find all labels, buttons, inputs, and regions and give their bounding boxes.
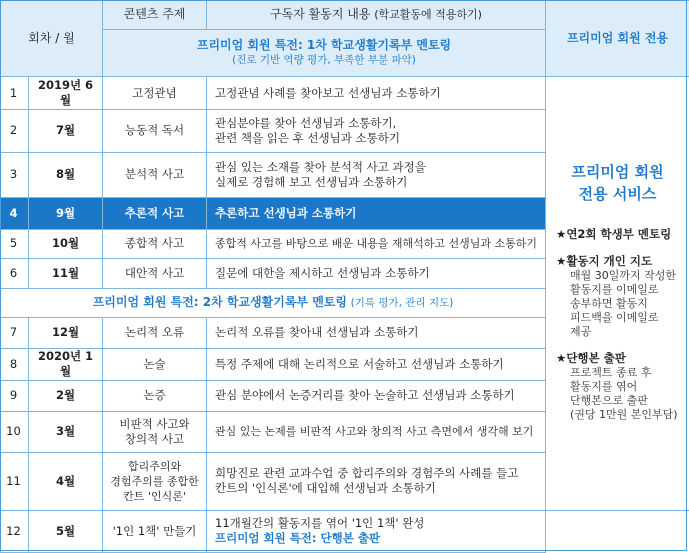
- premium-item-head: ★단행본 출판: [556, 351, 626, 366]
- special-2-sub: (기록 평가, 관리 지도): [350, 296, 454, 309]
- special-1-title: 프리미엄 회원 특전: 1차 학교생활기록부 멘토링: [196, 38, 452, 53]
- topic-line: 경험주의를 종합한: [110, 474, 199, 488]
- row-number: 11: [1, 452, 29, 510]
- row-month: 4월: [29, 452, 103, 510]
- row-topic: 논증: [103, 380, 207, 411]
- row-month: 9월: [29, 198, 103, 230]
- row-activity: 고정관념 사례를 찾아보고 선생님과 소통하기: [207, 77, 546, 110]
- row-number: 4: [1, 198, 29, 230]
- row-number: 3: [1, 152, 29, 197]
- row-activity: 특정 주제에 대해 논리적으로 서술하고 선생님과 소통하기: [207, 348, 546, 380]
- row-activity: 종합적 사고를 바탕으로 배운 내용을 재해석하고 선생님과 소통하기: [207, 230, 546, 259]
- special-2-title: 프리미엄 회원 특전: 2차 학교생활기록부 멘토링: [92, 294, 347, 309]
- special-1-sub: (진로 기반 역량 평가, 부족한 부분 파악): [232, 54, 416, 67]
- row-activity: 관심 분야에서 논증거리를 찾아 논술하고 선생님과 소통하기: [207, 380, 546, 411]
- premium-item-head: ★연2회 학생부 멘토링: [556, 227, 672, 242]
- row-month: 2019년 6월: [29, 77, 103, 110]
- row-number: 12: [1, 510, 29, 552]
- row-month: 5월: [29, 510, 103, 552]
- desc-line: 매월 30일까지 작성한: [570, 269, 677, 283]
- premium-panel-title-2: 전용 서비스: [578, 185, 657, 204]
- row-topic: 능동적 독서: [103, 110, 207, 152]
- row-topic: 고정관념: [103, 77, 207, 110]
- activity-line: 관련 책을 읽은 후 선생님과 소통하기: [215, 130, 400, 145]
- premium-item-head: ★활동지 개인 지도: [556, 254, 653, 269]
- header-activity-sub: (학교활동에 적용하기): [374, 8, 482, 22]
- row-number: 6: [1, 258, 29, 288]
- row-number: 1: [1, 77, 29, 110]
- row-month: 3월: [29, 411, 103, 452]
- row-activity: 질문에 대한을 제시하고 선생님과 소통하기: [207, 258, 546, 288]
- row-number: 8: [1, 348, 29, 380]
- row-activity: 논리적 오류를 찾아내 선생님과 소통하기: [207, 317, 546, 348]
- row-topic: 논술: [103, 348, 207, 380]
- activity-line: 희망진로 관련 교과수업 중 합리주의와 경험주의 사례를 들고: [215, 466, 519, 481]
- row-month: 2020년 1월: [29, 348, 103, 380]
- activity-line-premium: 프리미엄 회원 특전: 단행본 출판: [215, 531, 381, 546]
- row-number: 5: [1, 230, 29, 259]
- row-month: 11월: [29, 258, 103, 288]
- desc-line: 프로젝트 종료 후: [570, 366, 652, 380]
- activity-line: 칸트의 '인식론'에 대입해 선생님과 소통하기: [215, 481, 436, 496]
- row-topic: 추론적 사고: [103, 198, 207, 230]
- row-activity: 관심 있는 논제를 비판적 사고와 창의적 사고 측면에서 생각해 보기: [207, 411, 546, 452]
- header-premium: 프리미엄 회원 전용: [546, 1, 689, 77]
- activity-line: 11개월간의 활동지를 엮어 '1인 1책' 완성: [215, 516, 425, 531]
- row-month: 12월: [29, 317, 103, 348]
- row-month: 10월: [29, 230, 103, 259]
- activity-line: 실제로 경험해 보고 선생님과 소통하기: [215, 174, 408, 189]
- topic-line: 칸트 '인식론': [123, 489, 186, 503]
- header-topic: 콘텐츠 주제: [103, 1, 207, 30]
- desc-line: 송부하면 활동지: [570, 297, 648, 311]
- premium-panel-title-1: 프리미엄 회원: [571, 163, 664, 182]
- desc-line: 제공: [570, 325, 592, 339]
- row-topic: 대안적 사고: [103, 258, 207, 288]
- topic-line: 창의적 사고: [124, 431, 185, 446]
- desc-line: 활동지를 엮어: [570, 380, 638, 394]
- row-number: 7: [1, 317, 29, 348]
- header-round-month: 회차 / 월: [1, 1, 103, 77]
- row-topic: 분석적 사고: [103, 152, 207, 197]
- desc-line: 단행본으로 출판: [570, 394, 648, 408]
- row-topic: 종합적 사고: [103, 230, 207, 259]
- row-number: 2: [1, 110, 29, 152]
- row-topic: '1인 1책' 만들기: [103, 510, 207, 552]
- row-month: 2월: [29, 380, 103, 411]
- row-number: 10: [1, 411, 29, 452]
- desc-line: 활동지를 이메일로: [570, 283, 659, 297]
- desc-line: (권당 1만원 본인부담): [570, 408, 678, 422]
- topic-line: 비판적 사고와: [119, 416, 190, 431]
- header-activity-main: 구독자 활동지 내용: [270, 7, 371, 22]
- row-activity: 추론하고 선생님과 소통하기: [207, 198, 546, 230]
- row-month: 7월: [29, 110, 103, 152]
- activity-line: 관심분야를 찾아 선생님과 소통하기,: [215, 115, 397, 130]
- activity-line: 관심 있는 소재를 찾아 분석적 사고 과정을: [215, 159, 426, 174]
- desc-line: 피드백을 이메일로: [570, 311, 659, 325]
- row-month: 8월: [29, 152, 103, 197]
- row-topic: 논리적 오류: [103, 317, 207, 348]
- topic-line: 합리주의와: [127, 459, 182, 473]
- row-number: 9: [1, 380, 29, 411]
